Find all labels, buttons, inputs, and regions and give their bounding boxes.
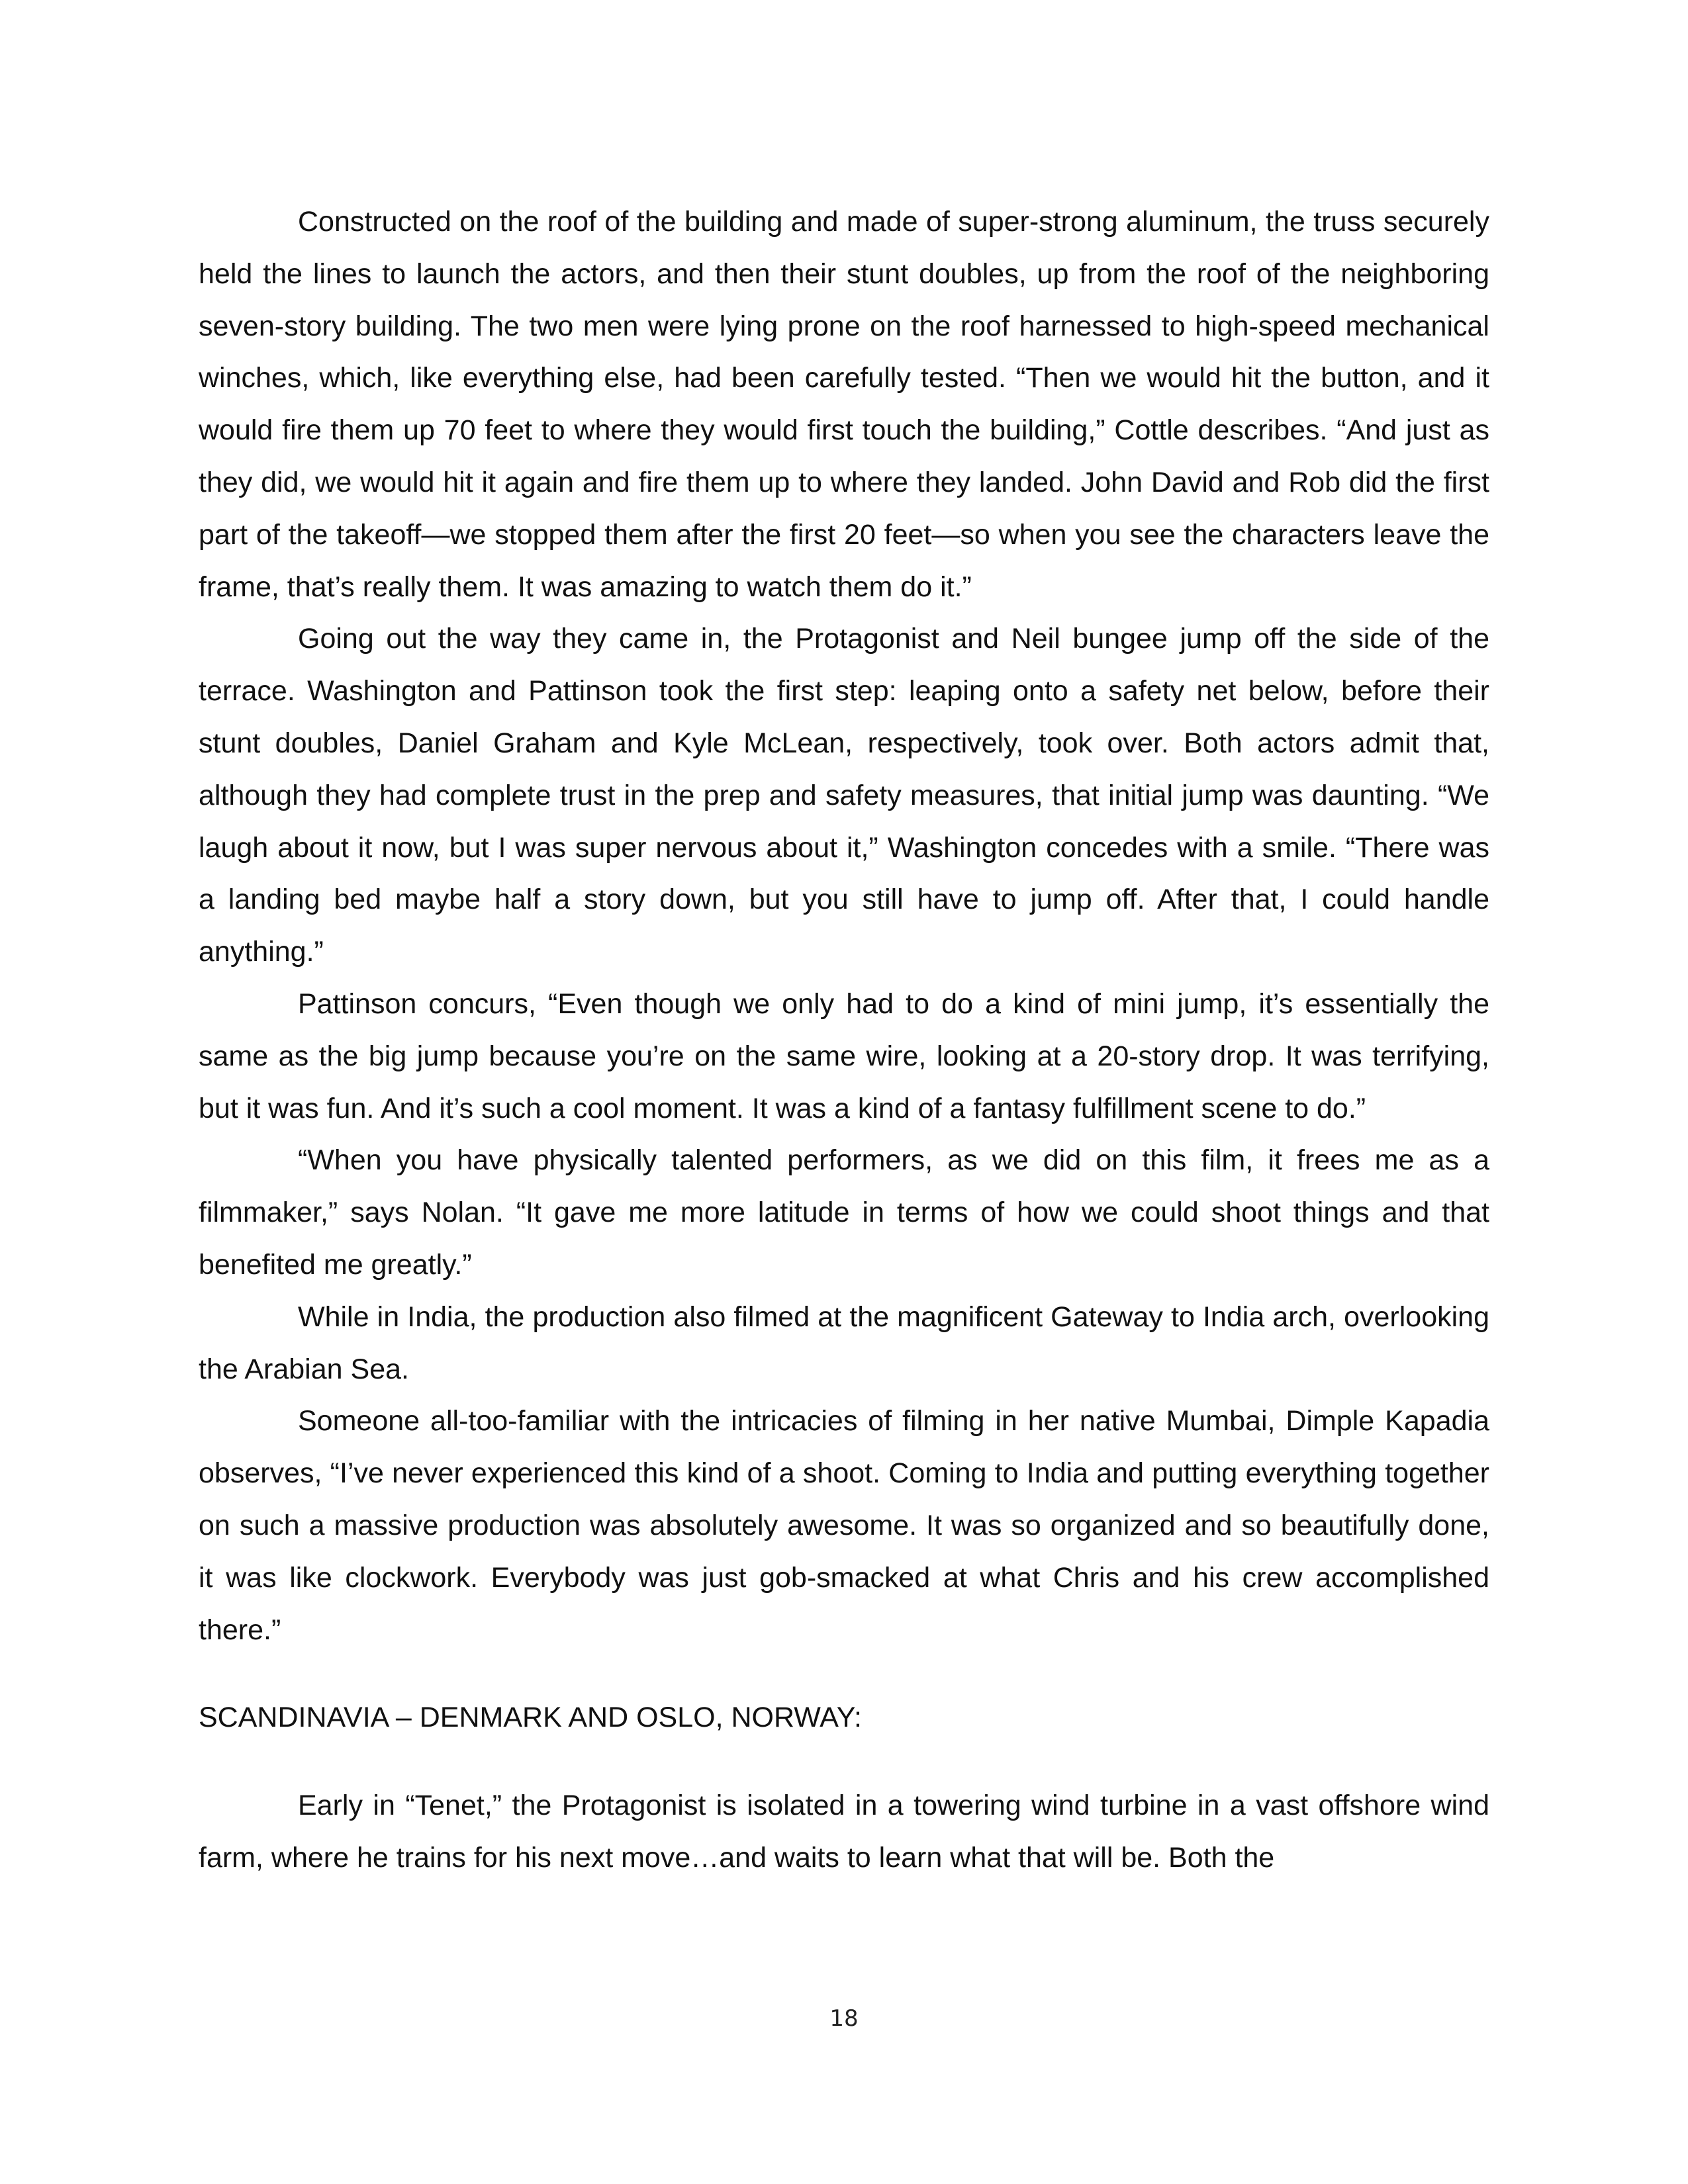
page-number: 18 [829,2005,859,2032]
body-paragraph: Someone all-too-familiar with the intricacies of filming in her native Mumbai, Dimple Kapadia observes, “I’ve never experienced this kind of a shoot. Coming to India and putting everything together on such a massive production was absolutely awesome. It was so organized and so beautifully done, it was like clockwork. Everybody was just gob-smacked at what Chris and his crew accomplished there.” [199,1405,1489,1646]
body-paragraph: Constructed on the roof of the building and made of super-strong aluminum, the truss securely held the lines to launch the actors, and then their stunt doubles, up from the roof of the neighboring seven-story building. The two men were lying prone on the roof harnessed to high-speed mechanical winches, which, like everything else, had been carefully tested. “Then we would hit the button, and it would fire them up 70 feet to where they would first touch the building,” Cottle describes. “And just as they did, we would hit it again and fire them up to where they landed. John David and Rob did the first part of the takeoff—we stopped them after the first 20 feet—so when you see the characters leave the frame, that’s really them. It was amazing to watch them do it.” [199,206,1489,603]
body-paragraph: Going out the way they came in, the Protagonist and Neil bungee jump off the side of the terrace. Washington and Pattinson took the first step: leaping onto a safety net below, before their stunt doubles, Daniel Graham and Kyle McLean, respectively, took over. Both actors admit that, although they had complete trust in the prep and safety measures, that initial jump was daunting. “We laugh about it now, but I was super nervous about it,” Washington concedes with a smile. “There was a landing bed maybe half a story down, but you still have to jump off. After that, I could handle anything.” [199,623,1489,968]
document-page [199,196,1489,1983]
body-paragraph: While in India, the production also filmed at the magnificent Gateway to India arch, overlooking the Arabian Sea. [199,1300,1489,1385]
body-paragraph: “When you have physically talented performers, as we did on this film, it frees me as a filmmaker,” says Nolan. “It gave me more latitude in terms of how we could shoot things and that benefited me greatly.” [199,1144,1489,1281]
body-paragraph: Pattinson concurs, “Even though we only had to do a kind of mini jump, it’s essentially the same as the big jump because you’re on the same wire, looking at a 20-story drop. It was terrifying, but it was fun. And it’s such a cool moment. It was a kind of a fantasy fulfillment scene to do.” [199,987,1489,1124]
section-heading: SCANDINAVIA – DENMARK AND OSLO, NORWAY: [199,1702,862,1734]
body-paragraph: Early in “Tenet,” the Protagonist is isolated in a towering wind turbine in a vast offshore wind farm, where he trains for his next move…and waits to learn what that will be. Both the [199,1790,1489,1874]
